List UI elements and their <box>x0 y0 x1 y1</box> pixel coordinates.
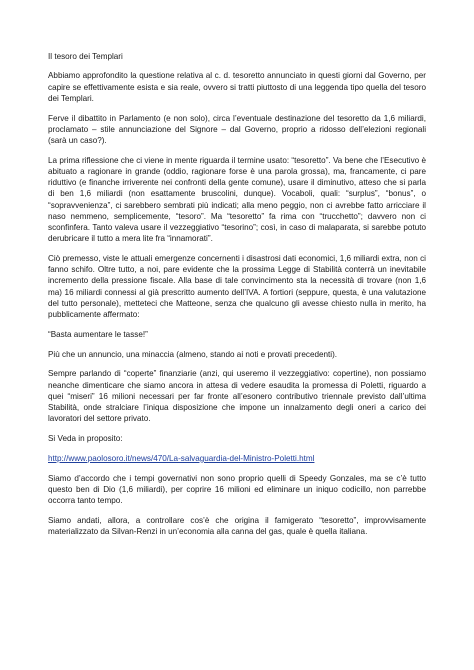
paragraph-reflection: La prima riflessione che ci viene in mente riguarda il termine usato: “tesoretto”. Va bene che l’Esecutivo è abituato a ragionare in grande (oddio, ragionare forse è una parola grossa), ma, francamente, ci pare riduttivo (e finanche irriverente nei confronti della gente comune), usare il diminutivo, atteso che si parla di ben 1,6 miliardi (non esattamente bruscolini, dunque). Vocaboli, quali: “surplus”, “bonus”, o “sopravvenienza”, ci sarebbero sembrati più indicati; alla meno peggio, non ci avrebbe fatto arricciare il naso nemmeno, semplicemente, “tesoro”. Ma “tesoretto” fa rima con “trucchetto”; davvero non ci sconfinfera. Tanto valeva usare il vezzeggiativo “tesorino”; così, in caso di malaparata, si sarebbe potuto derubricare il tutto a mera lite fra “innamorati”. <box>48 155 426 244</box>
document-body <box>48 51 426 546</box>
paragraph-conclusion: Siamo andati, allora, a controllare cos’è che origina il famigerato “tesoretto”, improvvisamente materializzato da Silvan-Renzi in un’economia alla canna del gas, quale è quella italiana. <box>48 515 426 537</box>
paragraph-see-also: Si Veda in proposito: <box>48 434 123 444</box>
quote-paragraph: “Basta aumentare le tasse!” <box>48 329 148 339</box>
paragraph-intro: Abbiamo approfondito la questione relativa al c. d. tesoretto annunciato in questi giorni dal Governo, per capire se effettivamente esista e sia reale, ovvero si tratti piuttosto di una leggenda tipo quella del tesoro dei Templari. <box>48 71 426 103</box>
paragraph-debate: Ferve il dibattito in Parlamento (e non solo), circa l’eventuale destinazione del tesoretto da 1,6 miliardi, proclamato – stile annunciazione del Signore – dal Governo, proprio a ridosso dell’elezioni regionali (sarà un caso?). <box>48 113 426 145</box>
paragraph-speedy: Siamo d’accordo che i tempi governativi non sono proprio quelli di Speedy Gonzales, ma se c’è tutto questo ben di Dio (1,6 miliardi), per coprire 16 milioni ed eliminare un iniquo codicillo, non parrebbe occorra tanto tempo. <box>48 473 426 506</box>
paragraph-threat: Più che un annuncio, una minaccia (almeno, stando ai noti e provati precedenti). <box>48 349 338 359</box>
paragraph-premise: Ciò premesso, viste le attuali emergenze concernenti i disastrosi dati economici, 1,6 miliardi extra, non ci fanno schifo. Oltre tutto, a noi, pare evidente che la prossima Legge di Stabilità conterrà un inevitabile incremento della pressione fiscale. Alla base di tale convincimento sta la necessità di trovare (non 1,6 ma) 16 miliardi connessi al già prescritto aumento dell’IVA. A fortiori (seppure, questa, è una valutazione del tutto personale), metteteci che Matteone, senza che qualcuno gli avesse chiesto nulla in merito, ha pubblicamente affermato: <box>48 254 426 320</box>
paragraph-coverage: Sempre parlando di “coperte” finanziarie (anzi, qui useremo il vezzeggiativo: copertine), non possiamo neanche dimenticare che siamo ancora in attesa di vedere esaudita la promessa di Poletti, riguardo a quei “miseri” 16 milioni necessari per far fronte all’esonero contributivo triennale previsto dall’ultima Stabilità, onde stralciare l’iniqua disposizione che impone un innalzamento degli oneri a carico dei lavoratori del settore privato. <box>48 369 426 424</box>
link-paragraph <box>48 453 426 464</box>
document-title: Il tesoro dei Templari <box>48 52 123 61</box>
poletti-article-link[interactable]: http://www.paolosoro.it/news/470/La-salvaguardia-del-Ministro-Poletti.html <box>48 453 315 463</box>
